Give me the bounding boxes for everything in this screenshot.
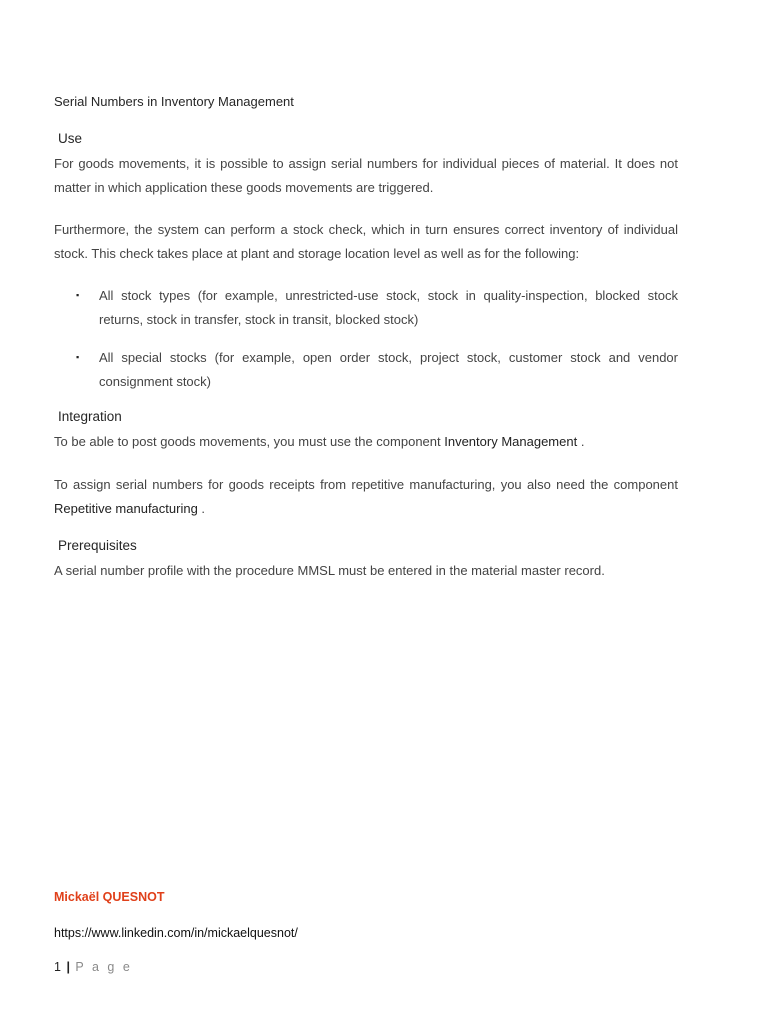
page-footer: [54, 960, 132, 974]
component-name: Inventory Management: [444, 434, 578, 449]
use-paragraph-1: For goods movements, it is possible to assign serial numbers for individual pieces of material. It does not matter in which application these goods movements are triggered.: [54, 156, 678, 195]
footer-separator: |: [66, 960, 70, 974]
paragraph-text: To assign serial numbers for goods receipts from repetitive manufacturing, you also need the component: [54, 477, 678, 492]
linkedin-link[interactable]: https://www.linkedin.com/in/mickaelquesnot/: [54, 926, 298, 940]
square-bullet-icon: ▪: [76, 352, 80, 362]
component-name: Repetitive manufacturing: [54, 500, 198, 516]
integration-paragraph-1: [54, 430, 678, 454]
use-heading: Use: [58, 131, 83, 146]
prerequisites-heading: Prerequisites: [58, 538, 137, 553]
list-item: [54, 346, 678, 393]
use-paragraph-2: Furthermore, the system can perform a stock check, which in turn ensures correct inventory of individual stock. This check takes place at plant and storage location level as well as for the following:: [54, 222, 678, 261]
integration-paragraph-2: [54, 473, 678, 520]
page-label: P a g e: [75, 960, 133, 974]
square-bullet-icon: ▪: [76, 290, 80, 300]
list-item: [54, 284, 678, 331]
list-item-text: All special stocks (for example, open order stock, project stock, customer stock and vendor consignment stock): [99, 350, 678, 389]
document-title: Serial Numbers in Inventory Management: [54, 94, 294, 109]
list-item-text: All stock types (for example, unrestricted-use stock, stock in quality-inspection, blocked stock returns, stock in transfer, stock in transit, blocked stock): [99, 288, 678, 327]
paragraph-end: .: [577, 434, 585, 449]
paragraph-text: To be able to post goods movements, you must use the component: [54, 434, 445, 449]
stock-types-list: [54, 284, 678, 393]
document-page: [54, 0, 678, 1024]
page-number: 1: [54, 960, 61, 974]
integration-heading: Integration: [58, 409, 122, 424]
author-name: Mickaël QUESNOT: [54, 890, 165, 904]
prerequisites-paragraph: A serial number profile with the procedure MMSL must be entered in the material master record.: [54, 563, 605, 578]
paragraph-end: .: [197, 500, 206, 516]
